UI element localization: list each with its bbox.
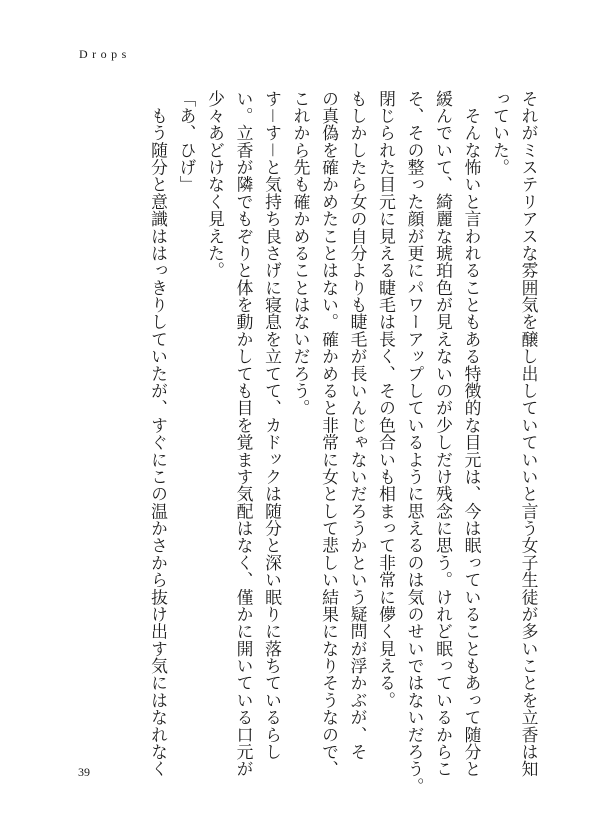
text-column: 少々あどけなく見えた。 (205, 90, 226, 280)
text-column: もう随分と意識ははっきりしていたが、すぐにこの温かさから抜け出す気にはなれなく (148, 90, 169, 778)
text-column: そんな怖いと言われることもある特徴的な目元は、今は眠っていることもあって随分と (462, 90, 482, 778)
text-column: そ、その整った顔が更にパワーアップしているように思えるのは気のせいではないだろう。 (405, 90, 425, 795)
text-column: 「あ、ひげ」 (177, 90, 197, 194)
text-column: もしかしたら女の自分よりも睫毛が長いんじゃないだろうかという疑問が浮かぶが、そ (348, 90, 368, 761)
running-title: Drops (79, 47, 131, 61)
text-column: の真偽を確かめたことはない。確かめると非常に女として悲しい結果になりそうなので、 (319, 90, 340, 778)
text-column: 緩んでいて、綺麗な琥珀色が見えないのが少しだけ残念に思う。けれど眠っているからこ (433, 90, 454, 778)
text-column: 閉じられた目元に見える睫毛は長く、その色合いも相まって非常に儚く見える。 (376, 90, 397, 709)
text-column: それがミステリアスな雰囲気を醸し出していていいと言う女子生徒が多いことを立香は知 (519, 90, 539, 778)
text-column: い。立香が隣でもぞりと体を動かしても目を覚ます気配はなく、僅かに開いている口元が (234, 90, 254, 778)
text-column: っていた。 (490, 90, 511, 176)
text-column: これから先も確かめることはないだろう。 (291, 90, 311, 417)
text-column: す－す－と気持ち良さげに寝息を立てて、カドックは随分と深い眠りに落ちているらし (262, 90, 283, 761)
page-number: 39 (78, 765, 90, 779)
